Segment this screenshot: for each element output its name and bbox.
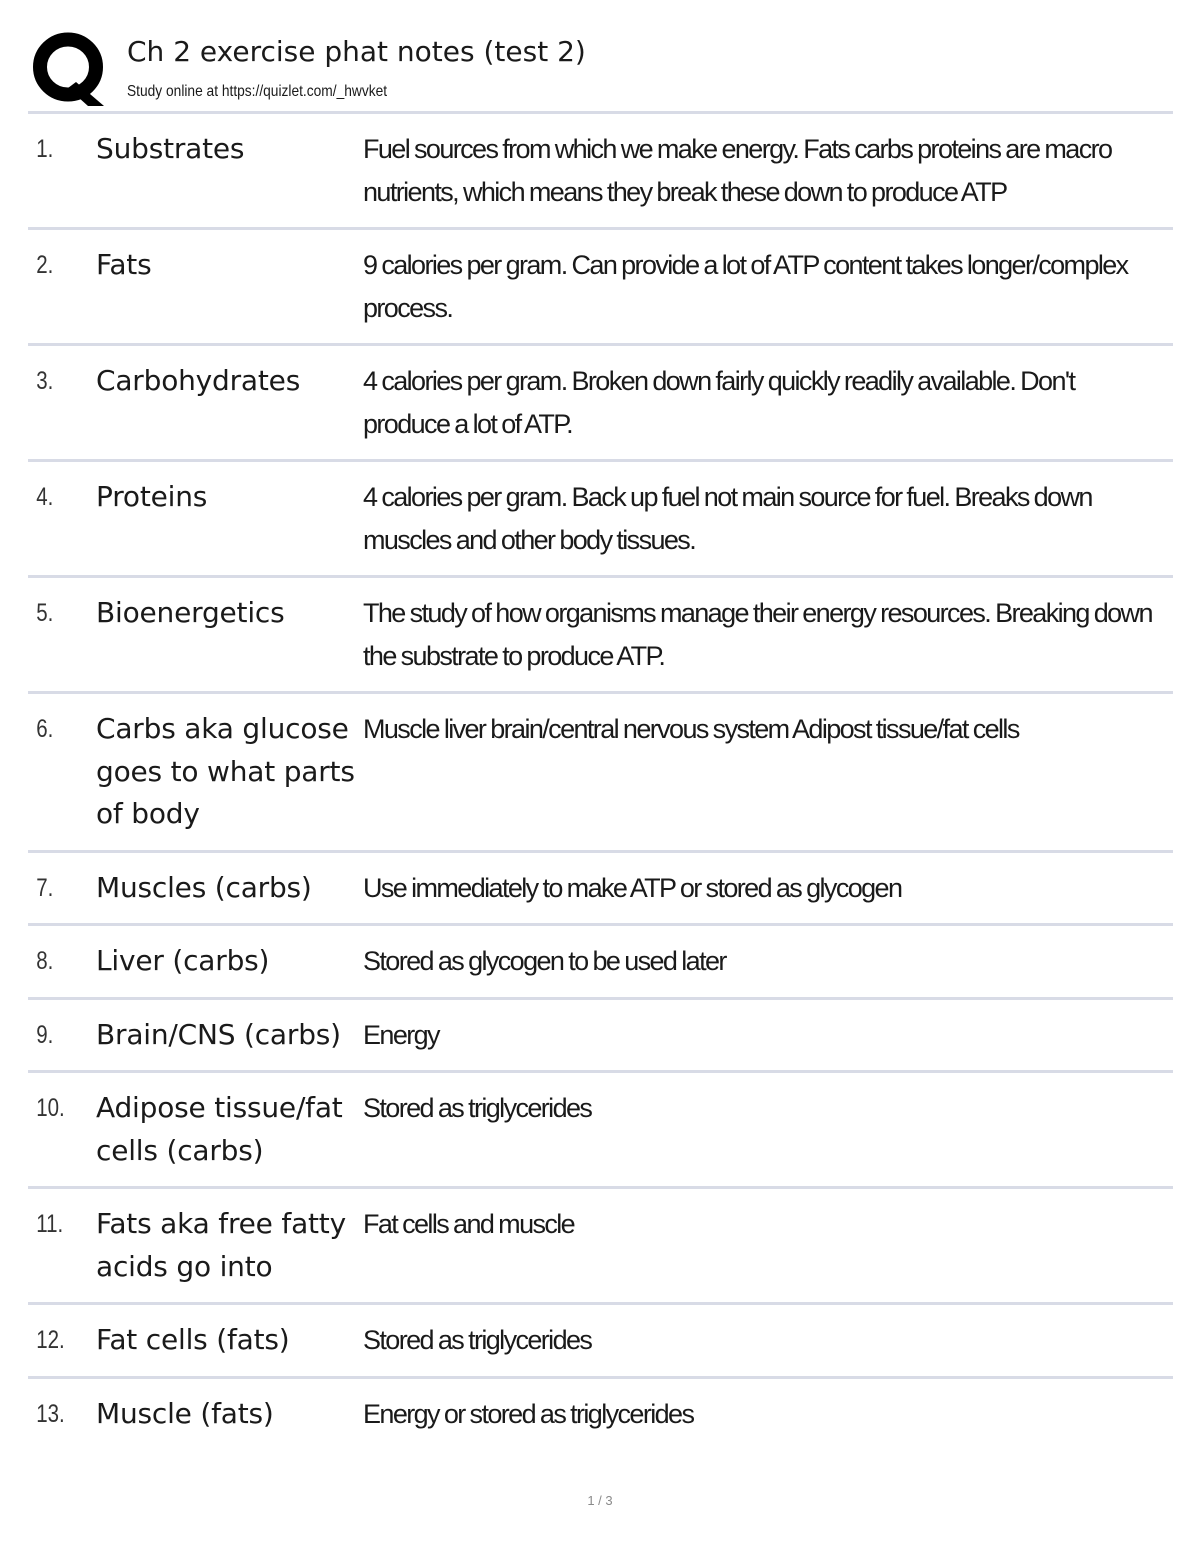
quizlet-logo-icon <box>30 30 108 108</box>
card-number: 9. <box>36 1020 54 1049</box>
card-number: 1. <box>36 135 54 163</box>
card-definition: Fat cells and muscle <box>363 1209 575 1239</box>
card-number: 5. <box>36 599 54 627</box>
card-term: Fat cells (fats) <box>96 1323 290 1356</box>
flashcard-row <box>28 926 1173 1000</box>
card-definition: Energy <box>363 1019 439 1050</box>
card-number: 6. <box>36 715 54 743</box>
card-number: 4. <box>36 483 54 511</box>
card-number: 3. <box>36 367 54 395</box>
flashcard-list <box>28 114 1173 1449</box>
card-definition: 9 calories per gram. Can provide a lot of ATP content takes longer/complex process. <box>363 250 1128 323</box>
card-definition: 4 calories per gram. Back up fuel not main source for fuel. Breaks down muscles and other body tissues. <box>363 482 1092 555</box>
card-term: Carbohydrates <box>96 364 301 397</box>
card-term: Bioenergetics <box>96 596 285 629</box>
card-term: Fats <box>96 248 152 281</box>
card-number: 7. <box>36 873 54 902</box>
card-number: 13. <box>36 1399 65 1428</box>
study-online-link[interactable]: Study online at https://quizlet.com/_hwvket <box>127 83 388 100</box>
flashcard-row <box>28 114 1173 230</box>
card-definition: Stored as triglycerides <box>363 1325 592 1355</box>
card-definition: Stored as glycogen to be used later <box>363 946 726 976</box>
flashcard-row <box>28 578 1173 694</box>
page-title: Ch 2 exercise phat notes (test 2) <box>127 35 586 68</box>
flashcard-row <box>28 1189 1173 1305</box>
page-number: 1 / 3 <box>587 1493 613 1508</box>
card-term: Muscles (carbs) <box>96 870 312 904</box>
card-definition: Muscle liver brain/central nervous system Adipost tissue/fat cells <box>363 714 1019 744</box>
card-term: Brain/CNS (carbs) <box>96 1017 341 1051</box>
card-term: Muscle (fats) <box>96 1396 274 1430</box>
flashcard-row <box>28 853 1173 927</box>
card-term: Liver (carbs) <box>96 944 270 977</box>
card-term: Fats aka free fatty acids go into <box>96 1207 346 1283</box>
flashcard-row <box>28 462 1173 578</box>
flashcard-row <box>28 346 1173 462</box>
card-number: 12. <box>36 1326 65 1354</box>
flashcard-row <box>28 694 1173 853</box>
card-number: 2. <box>36 251 54 279</box>
flashcard-row <box>28 1000 1173 1074</box>
card-definition: Use immediately to make ATP or stored as glycogen <box>363 872 902 903</box>
card-definition: Fuel sources from which we make energy. Fats carbs proteins are macro nutrients, which means they break these down to produce ATP <box>363 134 1112 207</box>
card-term: Substrates <box>96 132 245 165</box>
card-definition: The study of how organisms manage their energy resources. Breaking down the substrate to produce ATP. <box>363 598 1152 671</box>
card-number: 11. <box>36 1210 64 1238</box>
card-definition: 4 calories per gram. Broken down fairly quickly readily available. Don't produce a lot of ATP. <box>363 366 1075 439</box>
card-term: Adipose tissue/fat cells (carbs) <box>96 1091 343 1167</box>
card-number: 8. <box>36 947 54 975</box>
flashcard-row <box>28 1305 1173 1379</box>
flashcard-row <box>28 1379 1173 1450</box>
card-number: 10. <box>36 1094 65 1122</box>
card-definition: Energy or stored as triglycerides <box>363 1398 694 1429</box>
card-term: Proteins <box>96 480 208 513</box>
flashcard-row <box>28 1073 1173 1189</box>
flashcard-row <box>28 230 1173 346</box>
card-definition: Stored as triglycerides <box>363 1093 592 1123</box>
card-term: Carbs aka glucose goes to what parts of body <box>96 712 355 830</box>
